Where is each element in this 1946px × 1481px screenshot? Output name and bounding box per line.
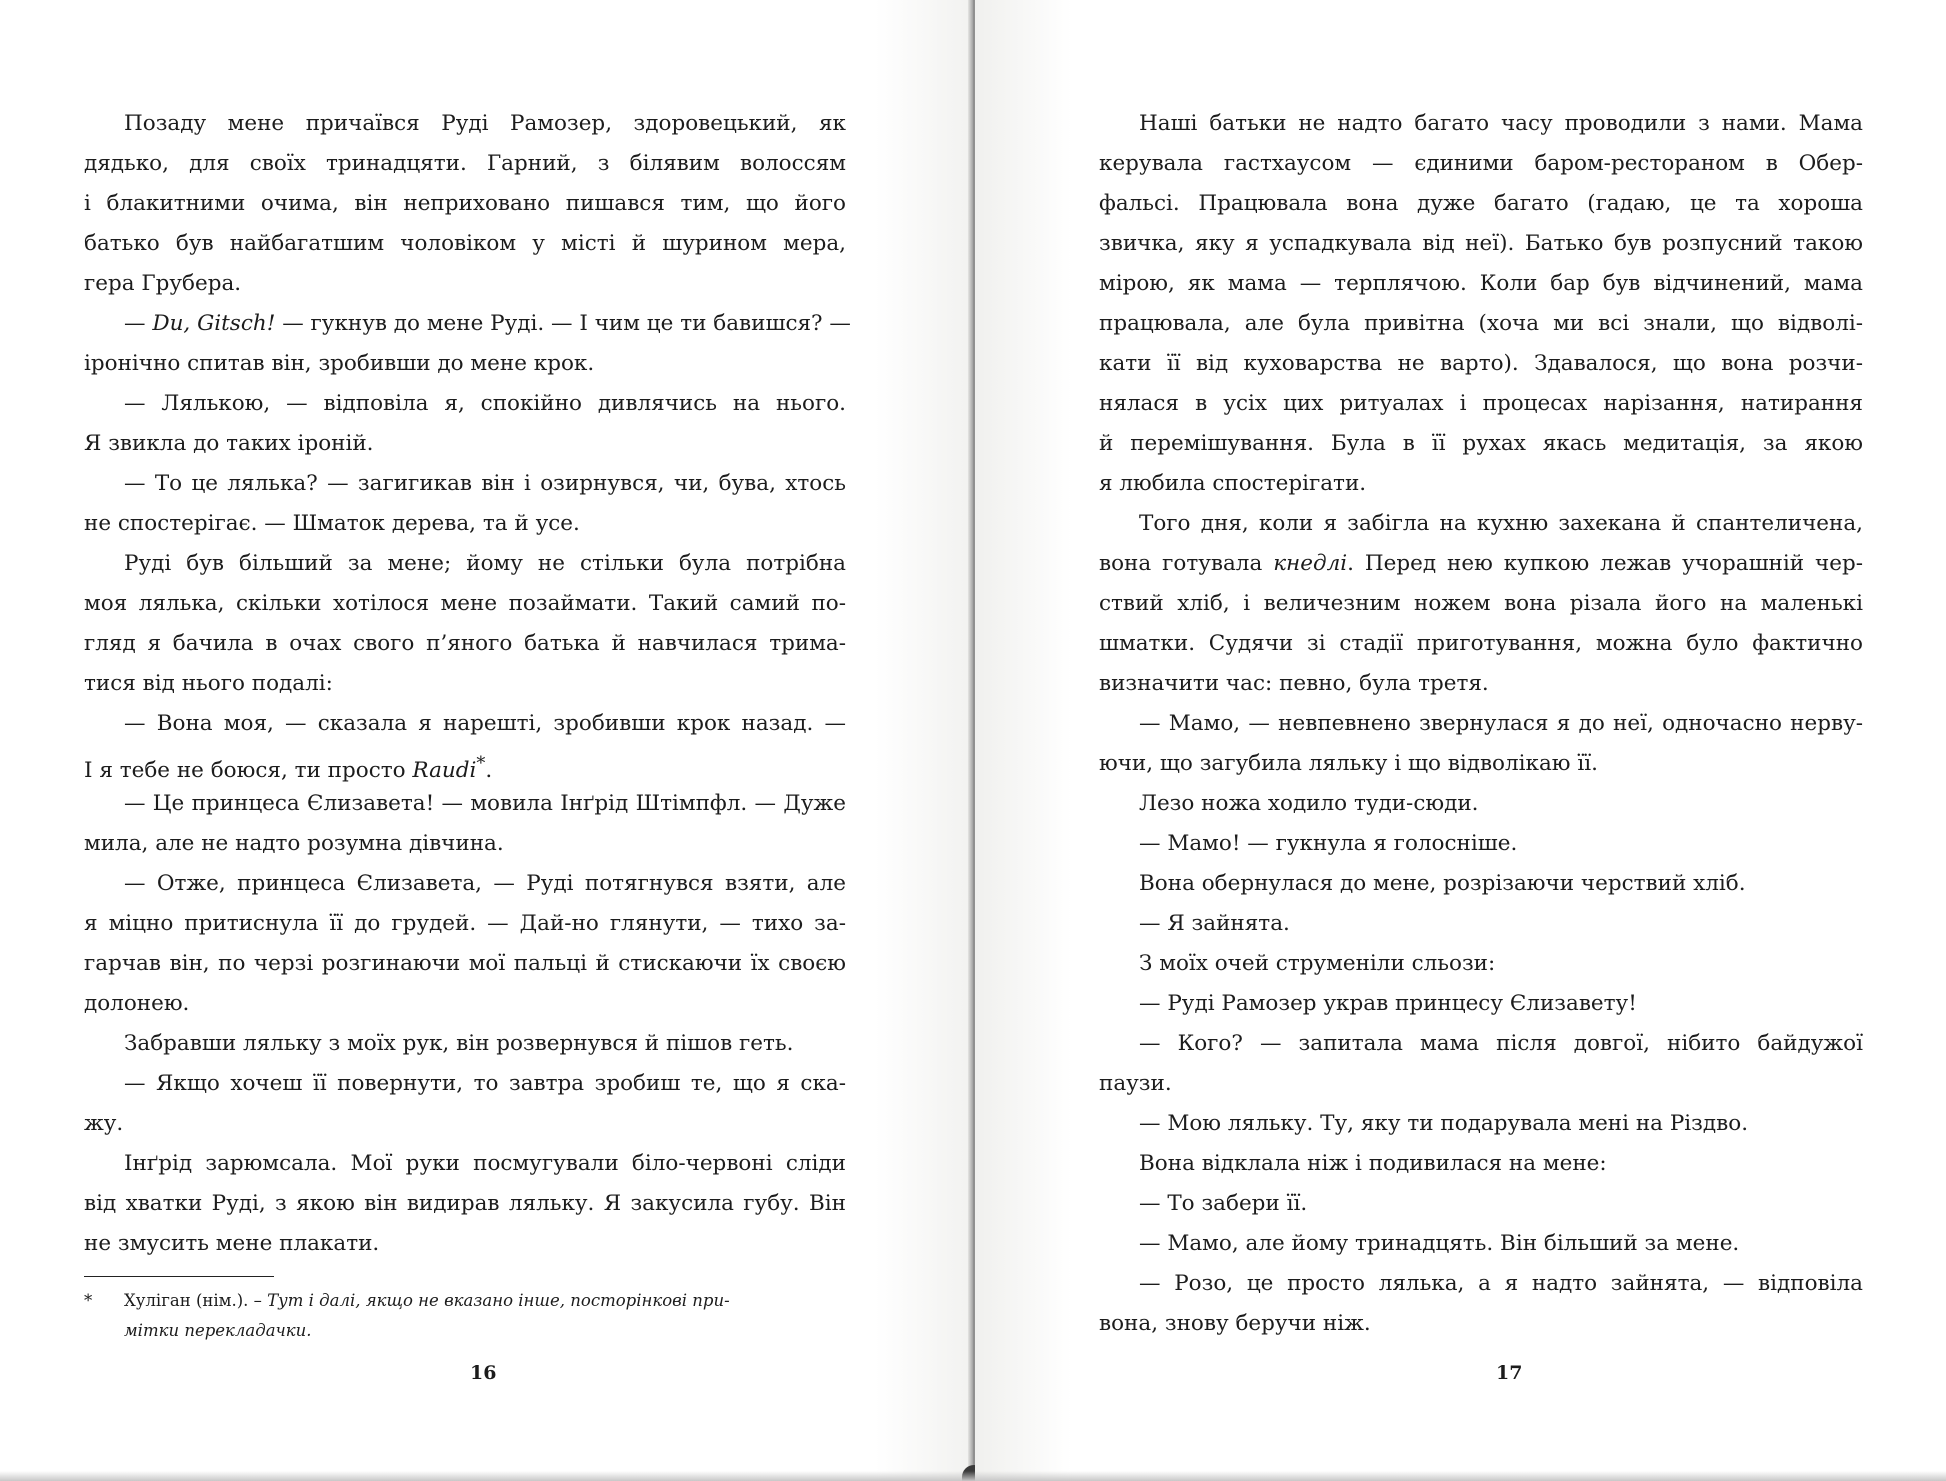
text-line: нялася в усіх цих ритуалах і процесах нарізання, натирання [1099, 391, 1863, 416]
left-page [0, 0, 972, 1481]
page-number: 16 [470, 1362, 497, 1384]
text-line: працювала, але була привітна (хоча ми всі знали, що відволі- [1099, 311, 1863, 336]
text-line: гляд я бачила в очах свого п’яного батька й навчилася трима- [84, 631, 846, 656]
text-line: я міцно притиснула її до грудей. — Дай-но глянути, — тихо за- [84, 911, 846, 936]
text-line: Лезо ножа ходило туди-сюди. [1139, 791, 1479, 816]
footnote-line [84, 1286, 846, 1316]
text-line: З моїх очей струменіли сльози: [1139, 951, 1496, 976]
text-line [84, 744, 846, 784]
text-run: . [485, 758, 493, 784]
text-line: Вона обернулася до мене, розрізаючи черствий хліб. [1139, 871, 1746, 896]
text-line: Забравши ляльку з моїх рук, він розвернувся й пішов геть. [124, 1031, 794, 1056]
text-run: вона готувала [1099, 551, 1274, 576]
text-line: і блакитними очима, він неприховано пишався тим, що його [84, 191, 846, 216]
text-line: дядько, для своїх тринадцяти. Гарний, з білявим волоссям [84, 151, 846, 176]
text-line: — Мою ляльку. Ту, яку ти подарувала мені на Різдво. [1139, 1111, 1749, 1136]
page-number: 17 [1496, 1362, 1523, 1384]
text-line: — Якщо хочеш її повернути, то завтра зробиш те, що я ска- [124, 1071, 846, 1096]
footnote [84, 1286, 846, 1346]
dash: — [124, 311, 153, 336]
text-line: іронічно спитав він, зробивши до мене крок. [84, 351, 595, 376]
text-line: звичка, яку я успадкувала від неї). Батько був розпусний такою [1099, 231, 1863, 256]
german-word: Raudi [412, 758, 477, 784]
footnote-marker: * [476, 753, 486, 774]
text-line: керувала гастхаусом — єдиними баром-рестораном в Обер- [1099, 151, 1863, 176]
text-line: моя лялька, скільки хотілося мене позаймати. Такий самий по- [84, 591, 846, 616]
footnote-italic: мітки перекладачки. [124, 1321, 312, 1340]
text-line [84, 304, 851, 344]
footnote-line [84, 1316, 846, 1346]
text-line: мірою, як мама — терплячою. Коли бар був відчинений, мама [1099, 271, 1863, 296]
text-line: я любила спостерігати. [1099, 471, 1367, 496]
text-line: — Вона моя, — сказала я нарешті, зробивши крок назад. — [124, 711, 846, 736]
footnote-rule [84, 1276, 274, 1277]
footnote-italic: Тут і далі, якщо не вказано інше, посторінкові при- [267, 1291, 730, 1310]
text-line: гера Грубера. [84, 271, 242, 296]
footnote-text: Хуліган (нім.). – [124, 1291, 268, 1310]
text-line: — Руді Рамозер украв принцесу Єлизавету! [1139, 991, 1637, 1016]
scan-bottom-shadow [0, 1471, 1946, 1481]
left-page-text [84, 104, 851, 1264]
text-line: від хватки Руді, з якою він видирав ляльку. Я закусила губу. Він [84, 1191, 846, 1216]
text-line: — То це лялька? — загигикав він і озирнувся, чи, бува, хтось [124, 471, 846, 496]
right-page [975, 0, 1946, 1481]
text-line: мила, але не надто розумна дівчина. [84, 831, 504, 856]
text-line: Інґрід зарюмсала. Мої руки посмугували біло-червоні сліди [124, 1151, 846, 1176]
text-line: — Мамо, але йому тринадцять. Він більший за мене. [1139, 1231, 1740, 1256]
text-line: — Розо, це просто лялька, а я надто зайнята, — відповіла [1139, 1271, 1863, 1296]
right-page-text [1099, 104, 1863, 1344]
text-line: фальсі. Працювала вона дуже багато (гадаю, це та хороша [1099, 191, 1863, 216]
text-line: Позаду мене причаївся Руді Рамозер, здоровецький, як [124, 111, 846, 136]
text-line: Наші батьки не надто багато часу проводили з нами. Мама [1139, 111, 1863, 136]
text-line: — Отже, принцеса Єлизавета, — Руді потягнувся взяти, але [124, 871, 846, 896]
footnote-mark: * [84, 1291, 93, 1310]
text-line: жу. [84, 1111, 124, 1136]
text-line: ствий хліб, і величезним ножем вона різала його на маленькі [1099, 591, 1863, 616]
dish-name: кнедлі [1273, 551, 1348, 576]
text-line: не спостерігає. — Шматок дерева, та й усе. [84, 511, 580, 536]
text-line: — Я зайнята. [1139, 911, 1290, 936]
text-line: тися від нього подалі: [84, 671, 333, 696]
text-line: гарчав він, по черзі розгинаючи мої пальці й стискаючи їх своєю [84, 951, 846, 976]
text-line: й перемішування. Була в її рухах якась медитація, за якою [1099, 431, 1863, 456]
text-line: шматки. Судячи зі стадії приготування, можна було фактично [1099, 631, 1863, 656]
text-run: І я тебе не боюся, ти просто [84, 758, 413, 784]
text-line: — Лялькою, — відповіла я, спокійно дивлячись на нього. [124, 391, 846, 416]
text-line: — Мамо, — невпевнено звернулася я до неї, одночасно нерву- [1139, 711, 1863, 736]
text-line: не змусить мене плакати. [84, 1231, 380, 1256]
text-line: Руді був більший за мене; йому не стільки була потрібна [124, 551, 846, 576]
text-line: долонею. [84, 991, 190, 1016]
text-line: вона, знову беручи ніж. [1099, 1311, 1371, 1336]
text-line: Я звикла до таких іроній. [84, 431, 374, 456]
text-line: ючи, що загубила ляльку і що відволікаю її. [1099, 751, 1598, 776]
text-line [1099, 544, 1863, 584]
text-line: — Це принцеса Єлизавета! — мовила Інґрід Штімпфл. — Дуже [124, 791, 846, 816]
text-line: — Мамо! — гукнула я голосніше. [1139, 831, 1518, 856]
text-line: батько був найбагатшим чоловіком у місті й шурином мера, [84, 231, 846, 256]
german-phrase: Du, Gitsch! [152, 311, 276, 336]
text-line: — То забери її. [1139, 1191, 1308, 1216]
text-line: паузи. [1099, 1071, 1172, 1096]
text-line: Того дня, коли я забігла на кухню захекана й спантеличена, [1139, 511, 1863, 536]
text-line: визначити час: певно, була третя. [1099, 671, 1489, 696]
text-line: кати її від куховарства не варто). Здавалося, що вона розчи- [1099, 351, 1863, 376]
text-run: . Перед нею купкою лежав учорашній чер- [1347, 551, 1863, 576]
text-run: — гукнув до мене Руді. — І чим це ти бавишся? — [275, 311, 851, 336]
text-line: Вона відклала ніж і подивилася на мене: [1139, 1151, 1607, 1176]
text-line: — Кого? — запитала мама після довгої, нібито байдужої [1139, 1031, 1863, 1056]
